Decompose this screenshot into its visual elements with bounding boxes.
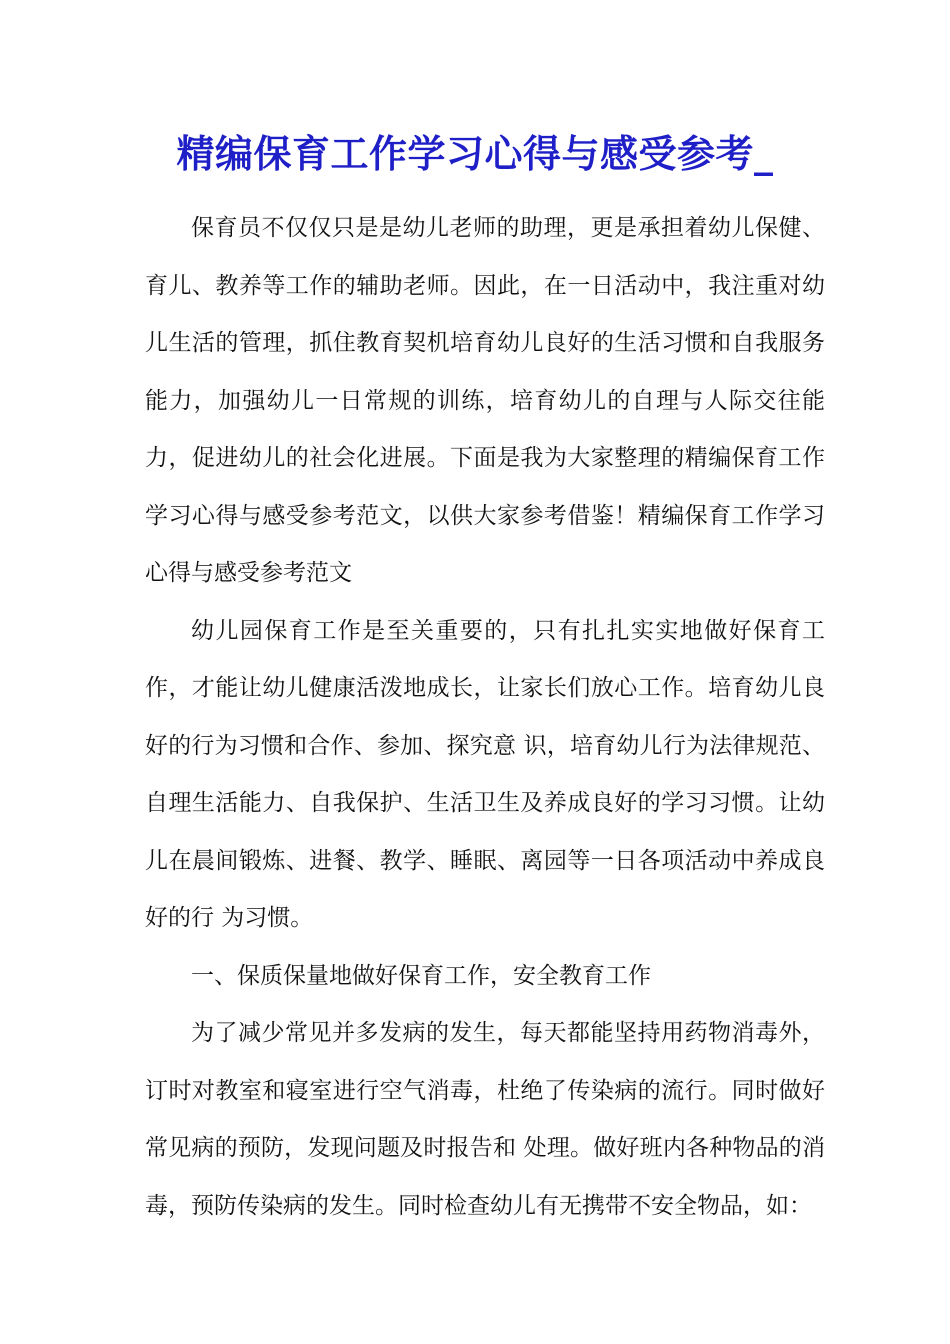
section-heading-1: 一、保质保量地做好保育工作，安全教育工作 <box>191 962 651 989</box>
document-title: 精编保育工作学习心得与感受参考_ <box>176 131 774 176</box>
paragraph-disinfection: 为了减少常见并多发病的发生，每天都能坚持用药物消毒外，订时对教室和寝室进行空气消毒，杜绝了传染病的流行。同时做好常见病的预防，发现问题及时报告和 处理。做好班内各种物品的消毒，预防传染病的发生。同时检查幼儿有无携带不安全物品，如： <box>145 1020 825 1219</box>
paragraph-kindergarten-care: 幼儿园保育工作是至关重要的，只有扎扎实实地做好保育工作，才能让幼儿健康活泼地成长，让家长们放心工作。培育幼儿良好的行为习惯和合作、参加、探究意 识，培育幼儿行为法律规范、自理生活能力、自我保护、生活卫生及养成良好的学习习惯。让幼儿在晨间锻炼、进餐、教学、睡眠、离园等一日各项活动中养成良好的行 为习惯。 <box>145 617 825 931</box>
document-body <box>145 200 825 1235</box>
paragraph-intro: 保育员不仅仅只是是幼儿老师的助理，更是承担着幼儿保健、育儿、教养等工作的辅助老师。因此，在一日活动中，我注重对幼儿生活的管理，抓住教育契机培育幼儿良好的生活习惯和自我服务能力，加强幼儿一日常规的训练，培育幼儿的自理与人际交往能力，促进幼儿的社会化进展。下面是我为大家整理的精编保育工作学习心得与感受参考范文，以供大家参考借鉴！精编保育工作学习心得与感受参考范文 <box>145 215 825 586</box>
